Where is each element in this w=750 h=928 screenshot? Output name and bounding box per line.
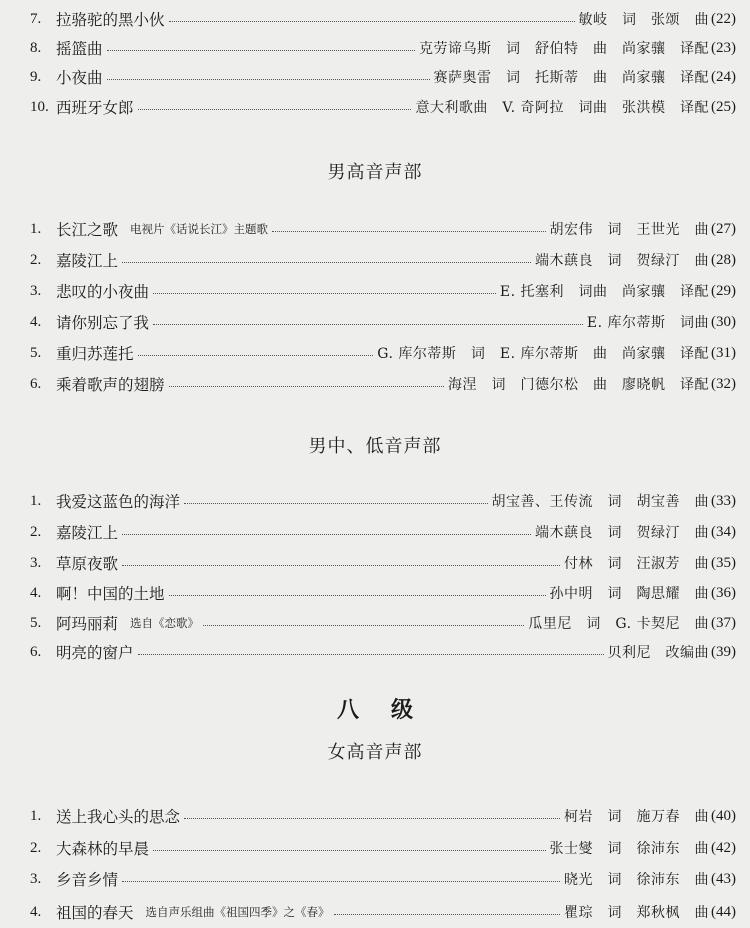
entry-number: 1. bbox=[30, 220, 42, 237]
entry-note: 选自《恋歌》 bbox=[130, 616, 200, 630]
leader-dots bbox=[138, 653, 604, 655]
entry-credits: 敏岐 词 张颂 曲 bbox=[578, 12, 709, 28]
entry-title: 大森林的早晨 bbox=[56, 840, 150, 858]
toc-entry[interactable] bbox=[30, 64, 736, 90]
leader-dots bbox=[107, 78, 430, 80]
entry-page: (24) bbox=[711, 68, 736, 85]
entry-page: (22) bbox=[711, 10, 736, 27]
toc-entry[interactable] bbox=[30, 866, 736, 892]
entry-title: 重归苏莲托 bbox=[56, 345, 134, 363]
entry-note: 选自声乐组曲《祖国四季》之《春》 bbox=[145, 905, 330, 919]
toc-entry[interactable] bbox=[30, 580, 736, 606]
entry-page: (37) bbox=[711, 614, 736, 631]
entry-number: 5. bbox=[30, 614, 42, 631]
entry-credits: 贝利尼 改编曲 bbox=[607, 645, 709, 661]
entry-number: 8. bbox=[30, 39, 42, 56]
entry-number: 5. bbox=[30, 344, 42, 361]
leader-dots bbox=[184, 502, 487, 504]
leader-dots bbox=[272, 230, 545, 232]
leader-dots bbox=[184, 817, 560, 819]
entry-number: 3. bbox=[30, 282, 42, 299]
entry-title: 草原夜歌 bbox=[56, 555, 119, 573]
entry-title: 小夜曲 bbox=[56, 69, 103, 87]
entry-page: (42) bbox=[711, 839, 736, 856]
entry-page: (27) bbox=[711, 220, 736, 237]
entry-credits: 付林 词 汪淑芳 曲 bbox=[564, 556, 709, 572]
leader-dots bbox=[169, 20, 575, 22]
entry-title: 我爱这蓝色的海洋 bbox=[56, 493, 181, 511]
entry-title: 乘着歌声的翅膀 bbox=[56, 376, 165, 394]
entry-credits: 克劳谛乌斯 词 舒伯特 曲 尚家骧 译配 bbox=[419, 41, 709, 57]
entry-number: 2. bbox=[30, 523, 42, 540]
entry-number: 2. bbox=[30, 251, 42, 268]
entry-credits: E. 库尔蒂斯 词曲 bbox=[586, 315, 709, 331]
leader-dots bbox=[138, 354, 374, 356]
entry-page: (32) bbox=[711, 375, 736, 392]
toc-entry[interactable] bbox=[30, 550, 736, 576]
entry-number: 3. bbox=[30, 554, 42, 571]
toc-entry[interactable] bbox=[30, 94, 736, 120]
toc-entry[interactable] bbox=[30, 899, 736, 925]
leader-dots bbox=[138, 108, 412, 110]
entry-number: 3. bbox=[30, 870, 42, 887]
entry-credits: 瓜里尼 词 G. 卡契尼 曲 bbox=[528, 616, 709, 632]
section-heading: 男高音声部 bbox=[327, 162, 423, 183]
leader-dots bbox=[122, 564, 560, 566]
entry-page: (30) bbox=[711, 313, 736, 330]
entry-title: 祖国的春天 bbox=[56, 904, 134, 922]
toc-entry[interactable] bbox=[30, 216, 736, 242]
leader-dots bbox=[153, 323, 583, 325]
toc-entry[interactable] bbox=[30, 340, 736, 366]
entry-page: (28) bbox=[711, 251, 736, 268]
entry-title: 送上我心头的思念 bbox=[56, 808, 181, 826]
entry-title: 长江之歌 bbox=[56, 221, 119, 239]
leader-dots bbox=[153, 849, 545, 851]
toc-entry[interactable] bbox=[30, 835, 736, 861]
toc-entry[interactable] bbox=[30, 247, 736, 273]
entry-page: (23) bbox=[711, 39, 736, 56]
entry-credits: 胡宏伟 词 王世光 曲 bbox=[549, 222, 709, 238]
entry-credits: 晓光 词 徐沛东 曲 bbox=[564, 872, 709, 888]
toc-entry[interactable] bbox=[30, 519, 736, 545]
toc-entry[interactable] bbox=[30, 35, 736, 61]
entry-title: 明亮的窗户 bbox=[56, 644, 134, 662]
leader-dots bbox=[169, 385, 444, 387]
entry-number: 9. bbox=[30, 68, 42, 85]
entry-title: 西班牙女郎 bbox=[56, 99, 134, 117]
entry-title: 摇篮曲 bbox=[56, 40, 103, 58]
leader-dots bbox=[203, 624, 524, 626]
entry-title: 请你别忘了我 bbox=[56, 314, 150, 332]
toc-entry[interactable] bbox=[30, 488, 736, 514]
entry-page: (35) bbox=[711, 554, 736, 571]
entry-number: 2. bbox=[30, 839, 42, 856]
entry-credits: 端木蕻良 词 贺绿汀 曲 bbox=[535, 525, 709, 541]
entry-credits: 赛萨奥雷 词 托斯蒂 曲 尚家骧 译配 bbox=[433, 70, 709, 86]
entry-page: (36) bbox=[711, 584, 736, 601]
entry-page: (43) bbox=[711, 870, 736, 887]
leader-dots bbox=[169, 594, 546, 596]
leader-dots bbox=[122, 880, 560, 882]
leader-dots bbox=[122, 261, 531, 263]
leader-dots bbox=[107, 49, 415, 51]
toc-entry[interactable] bbox=[30, 278, 736, 304]
entry-page: (33) bbox=[711, 492, 736, 509]
entry-number: 6. bbox=[30, 643, 42, 660]
entry-title: 悲叹的小夜曲 bbox=[56, 283, 150, 301]
entry-credits: 海涅 词 门德尔松 曲 廖晓帆 译配 bbox=[448, 377, 709, 393]
entry-page: (39) bbox=[711, 643, 736, 660]
entry-number: 6. bbox=[30, 375, 42, 392]
entry-number: 4. bbox=[30, 313, 42, 330]
entry-number: 10. bbox=[30, 98, 49, 115]
entry-title: 嘉陵江上 bbox=[56, 252, 119, 270]
leader-dots bbox=[334, 913, 560, 915]
entry-page: (25) bbox=[711, 98, 736, 115]
entry-number: 1. bbox=[30, 492, 42, 509]
entry-credits: G. 库尔蒂斯 词 E. 库尔蒂斯 曲 尚家骧 译配 bbox=[377, 346, 709, 362]
entry-title: 阿玛丽莉 bbox=[56, 615, 119, 633]
entry-credits: 瞿琮 词 郑秋枫 曲 bbox=[564, 905, 709, 921]
entry-page: (40) bbox=[711, 807, 736, 824]
toc-entry[interactable] bbox=[30, 803, 736, 829]
entry-credits: 胡宝善、王传流 词 胡宝善 曲 bbox=[491, 494, 709, 510]
entry-page: (29) bbox=[711, 282, 736, 299]
entry-credits: 柯岩 词 施万春 曲 bbox=[564, 809, 709, 825]
entry-credits: 孙中明 词 陶思耀 曲 bbox=[549, 586, 709, 602]
entry-credits: 意大利歌曲 V. 奇阿拉 词曲 张洪模 译配 bbox=[415, 100, 709, 116]
section-heading: 男中、低音声部 bbox=[308, 436, 442, 457]
entry-page: (44) bbox=[711, 903, 736, 920]
entry-title: 拉骆驼的黑小伙 bbox=[56, 11, 165, 29]
level-heading: 八级 bbox=[336, 697, 445, 723]
leader-dots bbox=[153, 292, 496, 294]
entry-note: 电视片《话说长江》主题歌 bbox=[130, 222, 269, 236]
toc-entry[interactable] bbox=[30, 6, 736, 32]
entry-credits: 端木蕻良 词 贺绿汀 曲 bbox=[535, 253, 709, 269]
entry-credits: 张士燮 词 徐沛东 曲 bbox=[549, 841, 709, 857]
entry-title: 嘉陵江上 bbox=[56, 524, 119, 542]
entry-title: 乡音乡情 bbox=[56, 871, 119, 889]
entry-title: 啊！中国的土地 bbox=[56, 585, 165, 603]
entry-page: (34) bbox=[711, 523, 736, 540]
leader-dots bbox=[122, 533, 531, 535]
entry-number: 1. bbox=[30, 807, 42, 824]
entry-credits: E. 托塞利 词曲 尚家骧 译配 bbox=[499, 284, 709, 300]
toc-entry[interactable] bbox=[30, 371, 736, 397]
toc-entry[interactable] bbox=[30, 610, 736, 636]
toc-entry[interactable] bbox=[30, 309, 736, 335]
entry-number: 4. bbox=[30, 584, 42, 601]
entry-number: 7. bbox=[30, 10, 42, 27]
toc-entry[interactable] bbox=[30, 639, 736, 665]
entry-number: 4. bbox=[30, 903, 42, 920]
entry-page: (31) bbox=[711, 344, 736, 361]
section-heading: 女高音声部 bbox=[327, 742, 423, 763]
